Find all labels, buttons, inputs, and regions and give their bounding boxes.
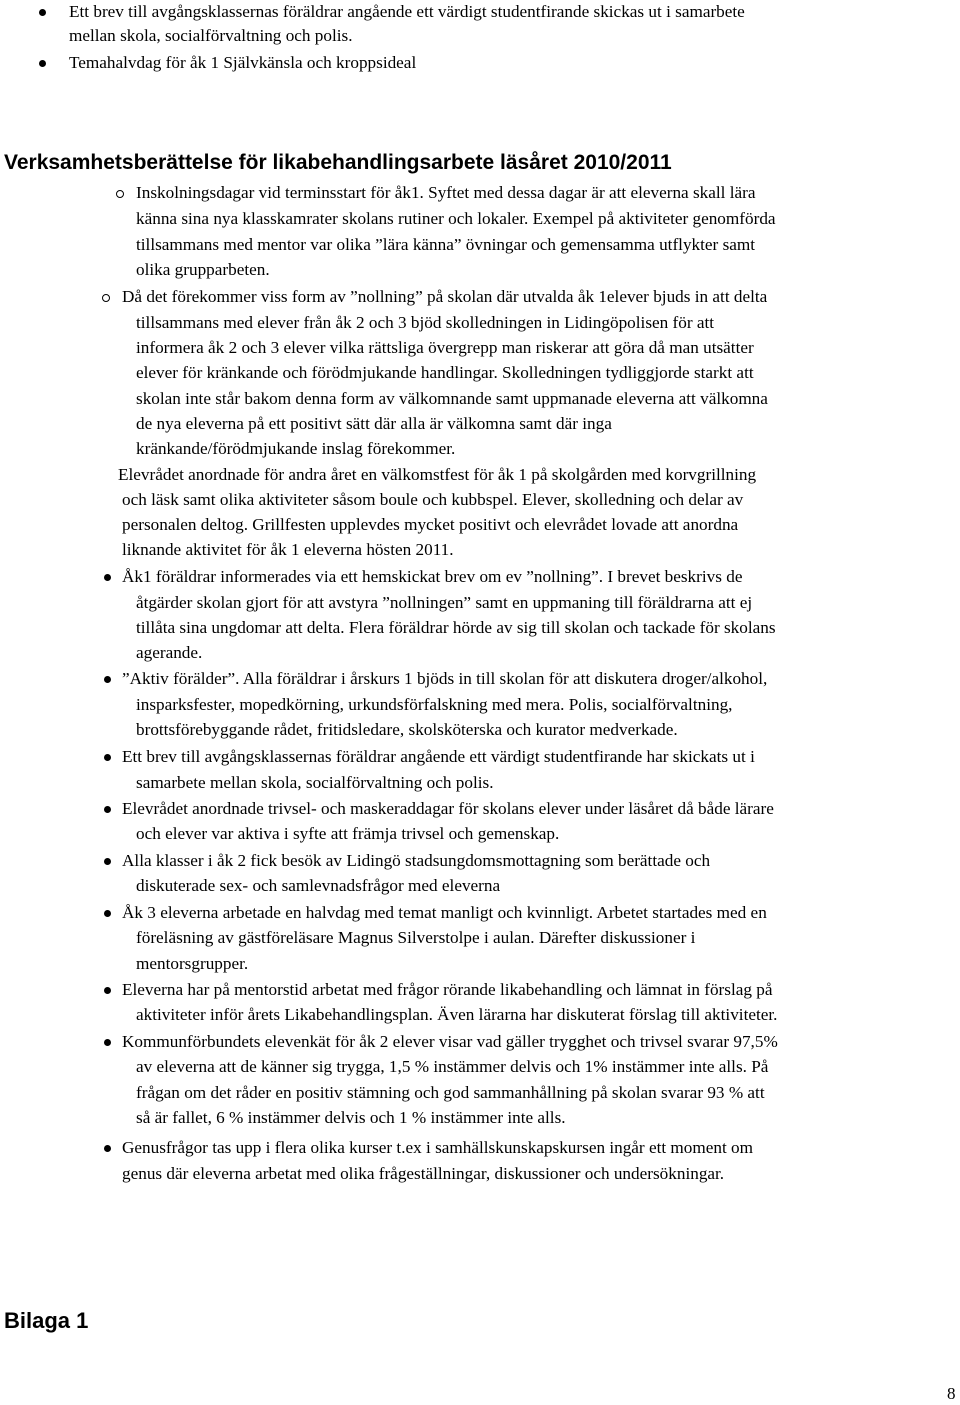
list-item-line: Alla klasser i åk 2 fick besök av Lidingö stadsungdomsmottagning som berättade och (122, 851, 711, 870)
list-item-line: skolan inte står bakom denna form av välkomnande samt uppmanade eleverna att välkomna (136, 389, 768, 408)
bullet-icon (102, 294, 110, 302)
list-item-line: diskuterade sex- och samlevnadsfrågor med eleverna (136, 876, 501, 895)
list-item-line: informera åk 2 och 3 elever vilka rättsliga övergrepp man riskerar att göra då man utsätter (136, 338, 754, 357)
list-item-line: och elever var aktiva i syfte att främja trivsel och gemenskap. (136, 824, 560, 843)
list-item-line: Inskolningsdagar vid terminsstart för åk1. Syftet med dessa dagar är att eleverna skall lära (136, 183, 756, 202)
list-item-line: Åk1 föräldrar informerades via ett hemskickat brev om ev ”nollning”. I brevet beskrivs de (122, 567, 743, 586)
bullet-icon (104, 987, 111, 994)
list-item-line: ”Aktiv förälder”. Alla föräldrar i årskurs 1 bjöds in till skolan för att diskutera droger/alkohol, (122, 669, 768, 688)
paragraph-line: liknande aktivitet för åk 1 eleverna hösten 2011. (122, 540, 454, 559)
list-item-line: tillsammans med elever från åk 2 och 3 bjöd skolledningen in Lidingöpolisen för att (136, 313, 715, 332)
bullet-icon (104, 806, 111, 813)
list-item-line: olika grupparbeten. (136, 260, 270, 279)
bullet-icon (104, 910, 111, 917)
bullet-icon (104, 574, 111, 581)
paragraph-line: personalen deltog. Grillfesten upplevdes mycket positivt och elevrådet lovade att anordna (122, 515, 739, 534)
list-item-line: tillåta sina ungdomar att delta. Flera föräldrar hörde av sig till skolan och tackade för skolans (136, 618, 776, 637)
list-item-line: mentorsgrupper. (136, 954, 249, 973)
list-item-line: mellan skola, socialförvaltning och polis. (69, 26, 353, 45)
list-item-line: Då det förekommer viss form av ”nollning” på skolan där utvalda åk 1elever bjuds in att delta (122, 287, 768, 306)
list-item-line: Ett brev till avgångsklassernas föräldrar angående ett värdigt studentfirande har skickats ut i (122, 747, 755, 766)
list-item-line: de nya eleverna på ett positivt sätt där alla är välkomna samt där inga (136, 414, 612, 433)
list-item-line: känna sina nya klasskamrater skolans rutiner och lokaler. Exempel på aktiviteter genomförda (136, 209, 776, 228)
list-item-line: så är fallet, 6 % instämmer delvis och 1 % instämmer inte alls. (136, 1108, 566, 1127)
list-item-line: åtgärder skolan gjort för att avstyra ”nollningen” samt en uppmaning till föräldrarna att ej (136, 593, 753, 612)
bullet-icon (116, 190, 124, 198)
paragraph-line: och läsk samt olika aktiviteter såsom boule och kubbspel. Elever, skolledning och delar av (122, 490, 744, 509)
list-item-line: Elevrådet anordnade trivsel- och maskeraddagar för skolans elever under läsåret då både lärare (122, 799, 774, 818)
bullet-icon (104, 1145, 111, 1152)
paragraph-line: Elevrådet anordnade för andra året en välkomstfest för åk 1 på skolgården med korvgrillning (118, 465, 757, 484)
list-item-line: samarbete mellan skola, socialförvaltning och polis. (136, 773, 494, 792)
list-item-line: Temahalvdag för åk 1 Självkänsla och kroppsideal (69, 53, 417, 72)
list-item-line: aktiviteter inför årets Likabehandlingsplan. Även lärarna har diskuterat förslag till aktiviteter. (136, 1005, 778, 1024)
list-item-line: brottsförebyggande rådet, fritidsledare, skolsköterska och kurator medverkade. (136, 720, 678, 739)
list-item-line: frågan om det råder en positiv stämning och god sammanhållning på skolan svarar 93 % att (136, 1083, 765, 1102)
list-item-line: kränkande/förödmjukande inslag förekommer. (136, 439, 456, 458)
bullet-icon (104, 858, 111, 865)
bullet-icon (39, 9, 46, 16)
page-number: 8 (947, 1384, 956, 1403)
list-item-line: föreläsning av gästföreläsare Magnus Silverstolpe i aulan. Därefter diskussioner i (136, 928, 696, 947)
bullet-icon (104, 676, 111, 683)
bullet-icon (104, 1039, 111, 1046)
list-item-line: Eleverna har på mentorstid arbetat med frågor rörande likabehandling och lämnat in förslag på (122, 980, 773, 999)
appendix-heading: Bilaga 1 (4, 1308, 89, 1333)
list-item-line: Åk 3 eleverna arbetade en halvdag med temat manligt och kvinnligt. Arbetet startades med en (122, 903, 767, 922)
bullet-icon (39, 60, 46, 67)
list-item-line: insparksfester, mopedkörning, urkundsförfalskning med mera. Polis, socialförvaltning, (136, 695, 733, 714)
list-item-line: av eleverna att de känner sig trygga, 1,5 % instämmer delvis och 1% instämmer inte alls. På (136, 1057, 769, 1076)
bullet-icon (104, 754, 111, 761)
list-item-line: Genusfrågor tas upp i flera olika kurser t.ex i samhällskunskapskursen ingår ett moment om (122, 1138, 754, 1157)
list-item-line: elever för kränkande och förödmjukande handlingar. Skolledningen tydliggjorde starkt att (136, 363, 754, 382)
list-item-line: agerande. (136, 643, 203, 662)
list-item-line: Kommunförbundets elevenkät för åk 2 elever visar vad gäller trygghet och trivsel svarar 97,5% (122, 1032, 778, 1051)
section-heading: Verksamhetsberättelse för likabehandlingsarbete läsåret 2010/2011 (4, 151, 672, 174)
list-item-line: genus där eleverna arbetat med olika frågeställningar, diskussioner och undersökningar. (122, 1164, 725, 1183)
list-item-line: Ett brev till avgångsklassernas föräldrar angående ett värdigt studentfirande skickas ut i samarbete (69, 2, 745, 21)
list-item-line: tillsammans med mentor var olika ”lära känna” övningar och gemensamma utflykter samt (136, 235, 756, 254)
